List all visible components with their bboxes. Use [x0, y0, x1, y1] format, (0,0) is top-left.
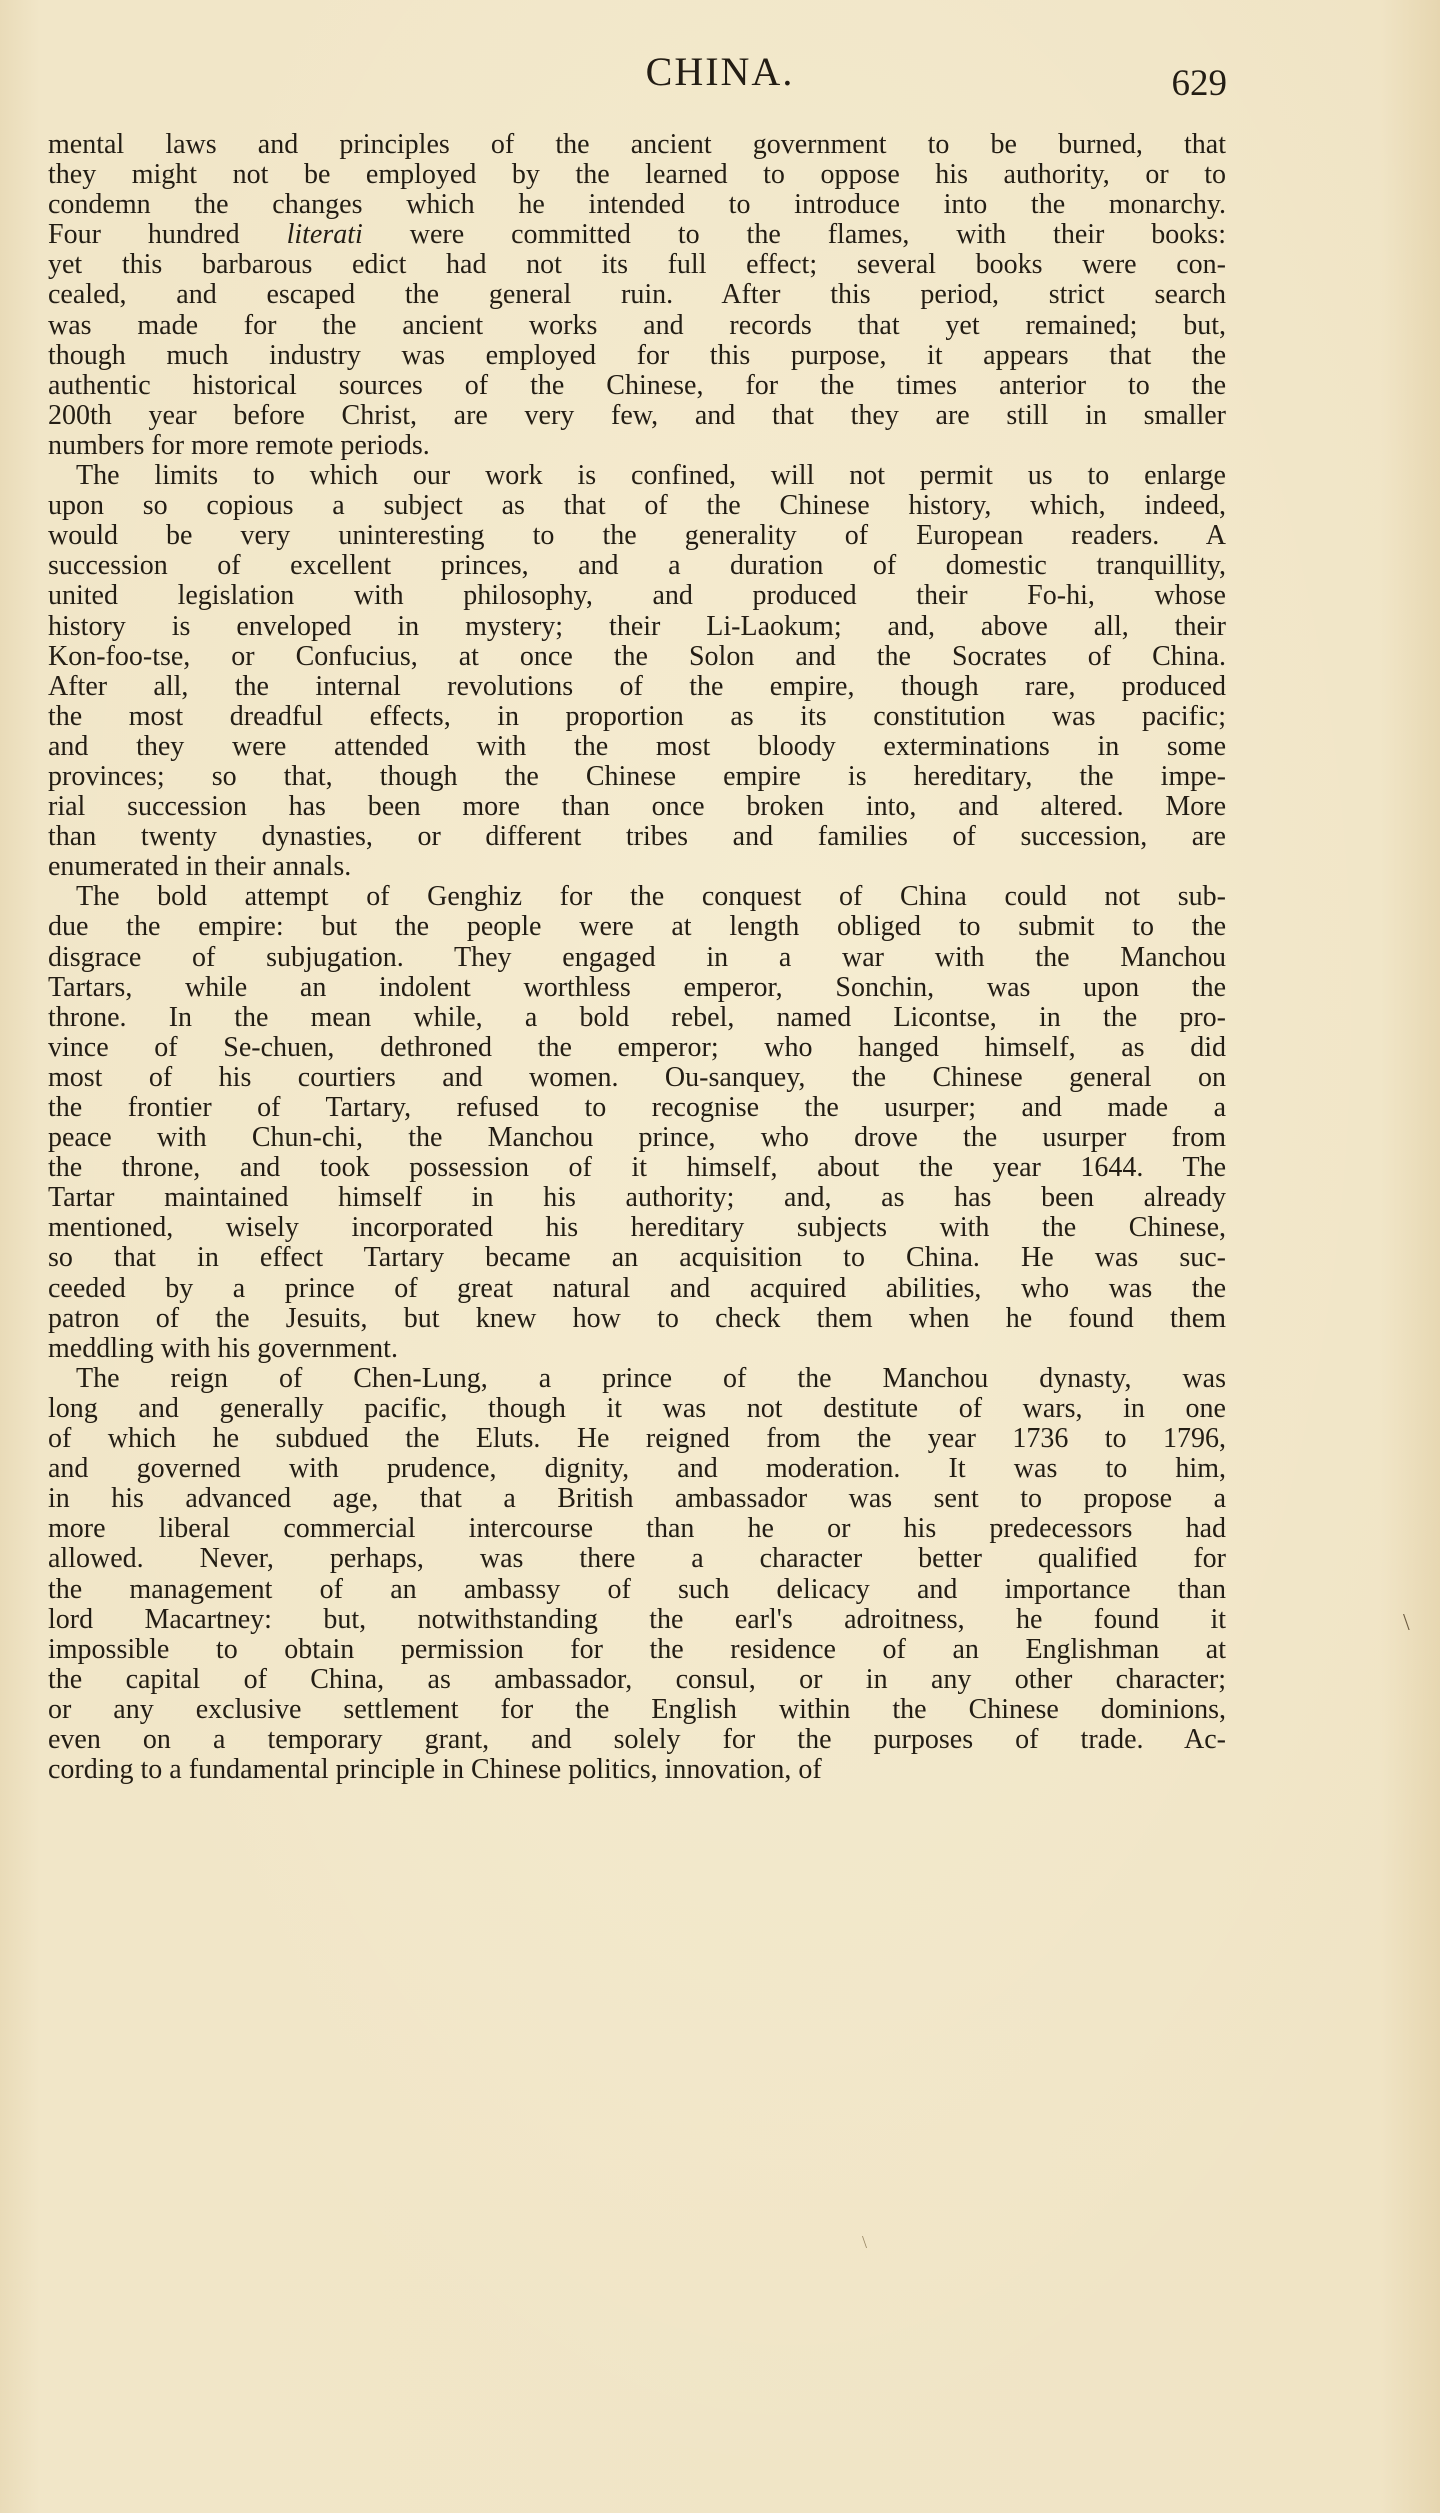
text-line: history is enveloped in mystery; their Li-Laokum; and, above all, their: [48, 611, 1226, 642]
text-line: united legislation with philosophy, and produced their Fo-hi, whose: [48, 581, 1226, 612]
body-text: [48, 130, 1226, 1785]
text-line: After all, the internal revolutions of the empire, though rare, produced: [48, 671, 1226, 702]
text-line: though much industry was employed for this purpose, it appears that the: [48, 340, 1226, 371]
text-line: the capital of China, as ambassador, consul, or in any other character;: [48, 1664, 1226, 1695]
text-line: cording to a fundamental principle in Chinese politics, innovation, of: [48, 1755, 822, 1786]
running-title: CHINA.: [645, 49, 795, 94]
text-line: cealed, and escaped the general ruin. After this period, strict search: [48, 280, 1226, 311]
text-line: the management of an ambassy of such delicacy and importance than: [48, 1574, 1226, 1605]
text-line: numbers for more remote periods.: [48, 430, 430, 461]
italic-word: literati: [286, 220, 363, 251]
text-line: 200th year before Christ, are very few, and that they are still in smaller: [48, 400, 1226, 431]
text-line: they might not be employed by the learned to oppose his authority, or to: [48, 160, 1226, 191]
text-line: and governed with prudence, dignity, and moderation. It was to him,: [48, 1454, 1226, 1485]
text-line: long and generally pacific, though it was not destitute of wars, in one: [48, 1393, 1226, 1424]
text-line: most of his courtiers and women. Ou-sanquey, the Chinese general on: [48, 1062, 1226, 1093]
text-line: of which he subdued the Eluts. He reigned from the year 1736 to 1796,: [48, 1424, 1226, 1455]
text-line: The limits to which our work is confined, will not permit us to enlarge: [76, 461, 1226, 492]
text-line: or any exclusive settlement for the English within the Chinese dominions,: [48, 1694, 1226, 1725]
text-line: ceeded by a prince of great natural and acquired abilities, who was the: [48, 1273, 1226, 1304]
text-line: the most dreadful effects, in proportion as its constitution was pacific;: [48, 701, 1226, 732]
text-line: so that in effect Tartary became an acquisition to China. He was suc-: [48, 1243, 1226, 1274]
text-line: The reign of Chen-Lung, a prince of the Manchou dynasty, was: [76, 1363, 1226, 1394]
text-line: was made for the ancient works and records that yet remained; but,: [48, 310, 1226, 341]
text-line: meddling with his government.: [48, 1333, 398, 1364]
text-line: peace with Chun-chi, the Manchou prince, who drove the usurper from: [48, 1123, 1226, 1154]
text-line: The bold attempt of Genghiz for the conquest of China could not sub-: [76, 882, 1226, 913]
text-line: Four hundred literati were committed to the flames, with their books:: [48, 220, 1226, 251]
text-line: the throne, and took possession of it himself, about the year 1644. The: [48, 1153, 1226, 1184]
text-line: the frontier of Tartary, refused to recognise the usurper; and made a: [48, 1093, 1226, 1123]
text-line: provinces; so that, though the Chinese empire is hereditary, the impe-: [48, 761, 1226, 792]
text-line: condemn the changes which he intended to introduce into the monarchy.: [48, 190, 1226, 221]
text-line: due the empire: but the people were at length obliged to submit to the: [48, 912, 1226, 943]
text-line: than twenty dynasties, or different tribes and families of succession, are: [48, 822, 1226, 853]
text-line: and they were attended with the most bloody exterminations in some: [48, 731, 1226, 762]
text-line: would be very uninteresting to the generality of European readers. A: [48, 521, 1226, 552]
text-line: authentic historical sources of the Chinese, for the times anterior to the: [48, 370, 1226, 401]
page-header: [0, 40, 1440, 104]
foot-mark: \: [862, 2232, 868, 2252]
text-line: allowed. Never, perhaps, was there a character better qualified for: [48, 1544, 1226, 1575]
text-line: upon so copious a subject as that of the Chinese history, which, indeed,: [48, 491, 1226, 522]
text-line: rial succession has been more than once broken into, and altered. More: [48, 792, 1226, 823]
text-line: mental laws and principles of the ancient government to be burned, that: [48, 130, 1226, 160]
text-line: even on a temporary grant, and solely for the purposes of trade. Ac-: [48, 1724, 1226, 1755]
text-line: throne. In the mean while, a bold rebel, named Licontse, in the pro-: [48, 1002, 1226, 1033]
margin-mark: \: [1403, 1610, 1410, 1636]
text-line: succession of excellent princes, and a duration of domestic tranquillity,: [48, 551, 1226, 582]
text-line: Tartar maintained himself in his authority; and, as has been already: [48, 1183, 1226, 1214]
text-line: patron of the Jesuits, but knew how to check them when he found them: [48, 1303, 1226, 1334]
text-line: disgrace of subjugation. They engaged in a war with the Manchou: [48, 942, 1226, 973]
text-line: yet this barbarous edict had not its full effect; several books were con-: [48, 250, 1226, 281]
text-line: mentioned, wisely incorporated his hereditary subjects with the Chinese,: [48, 1213, 1226, 1244]
text-line: impossible to obtain permission for the residence of an Englishman at: [48, 1634, 1226, 1665]
text-line: more liberal commercial intercourse than he or his predecessors had: [48, 1514, 1226, 1545]
text-line: Kon-foo-tse, or Confucius, at once the Solon and the Socrates of China.: [48, 641, 1226, 672]
text-line: in his advanced age, that a British ambassador was sent to propose a: [48, 1484, 1226, 1515]
text-line: enumerated in their annals.: [48, 852, 352, 883]
text-line: vince of Se-chuen, dethroned the emperor; who hanged himself, as did: [48, 1032, 1226, 1063]
text-line: lord Macartney: but, notwithstanding the earl's adroitness, he found it: [48, 1604, 1226, 1635]
text-line: Tartars, while an indolent worthless emperor, Sonchin, was upon the: [48, 972, 1226, 1003]
page-number: 629: [1171, 63, 1227, 104]
